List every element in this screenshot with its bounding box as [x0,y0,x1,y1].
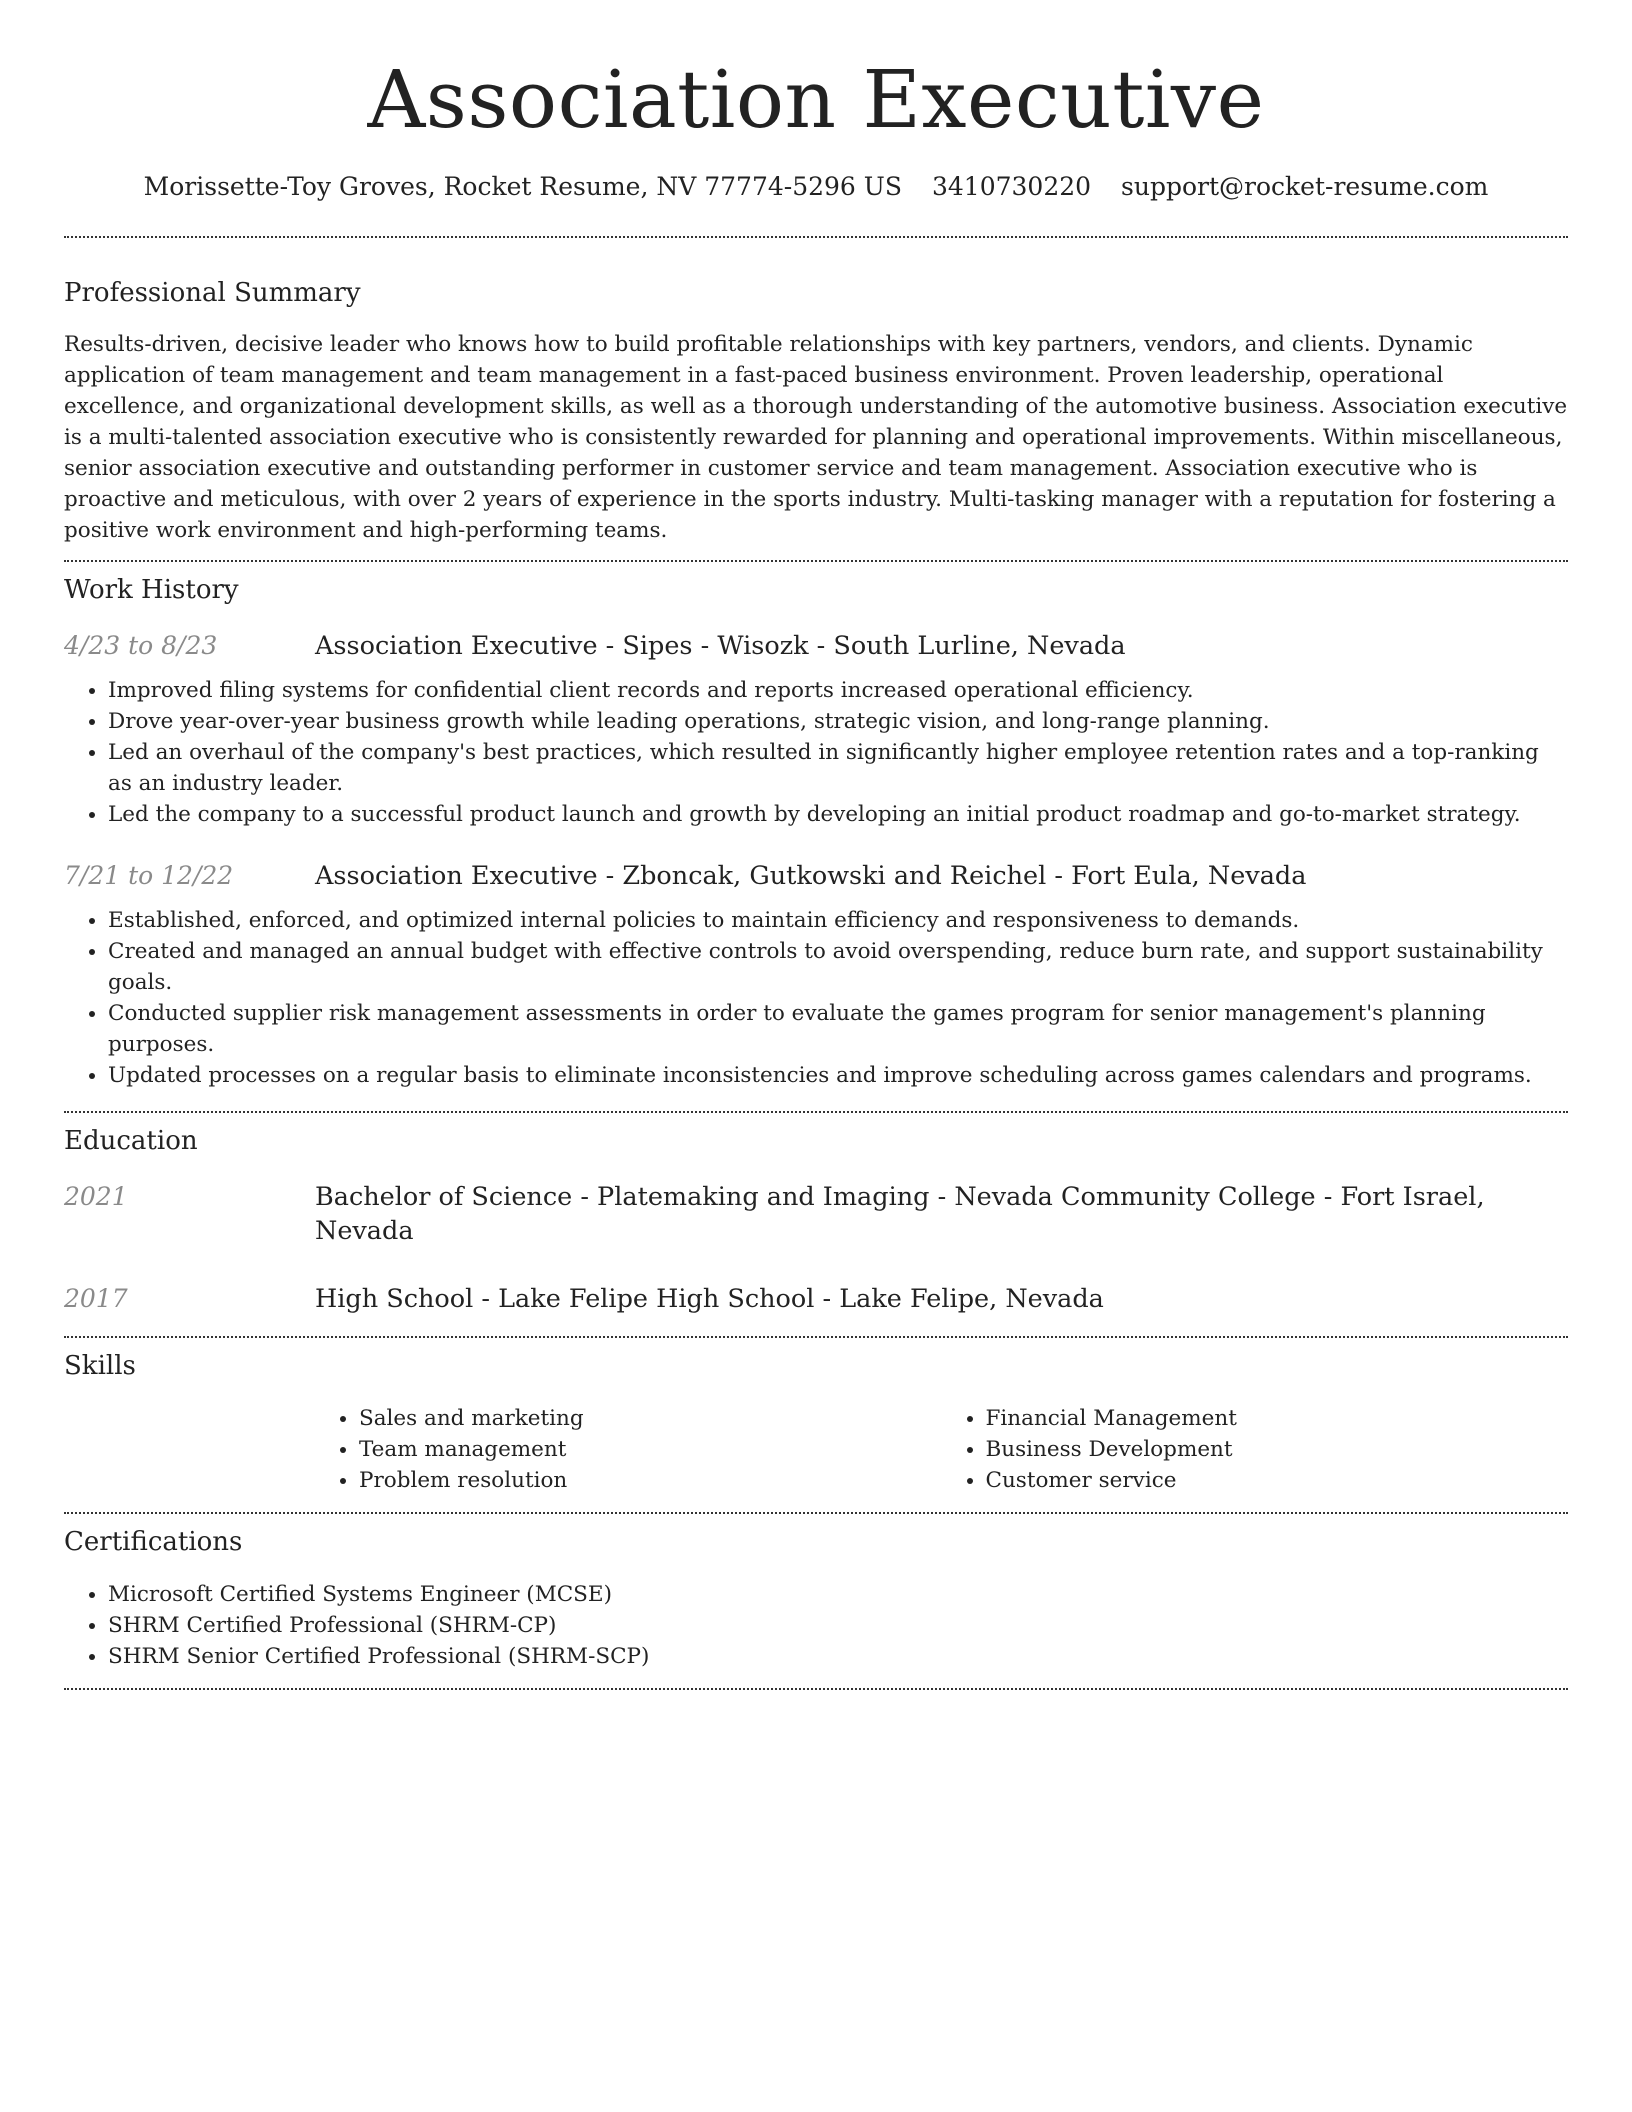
education-heading: Bachelor of Science - Platemaking and Imaging - Nevada Community College - Fort Israel, Nevada [315,1182,1485,1246]
skills-list-right [942,1403,1569,1496]
job-heading: Association Executive - Sipes - Wisozk - South Lurline, Nevada [315,631,1126,661]
skills-columns [315,1403,1568,1496]
section-divider [64,236,1568,238]
skills-list-left [315,1403,942,1496]
certifications-list [64,1579,1568,1672]
skill-item: • Problem resolution [359,1465,942,1496]
job-bullet: • Established, enforced, and optimized internal policies to maintain efficiency and responsiveness to demands. [108,905,1568,936]
certifications-title: Certifications [64,1527,243,1557]
work-history-title: Work History [64,575,239,605]
job-bullet: • Updated processes on a regular basis to eliminate inconsistencies and improve scheduling across games calendars and programs. [108,1060,1568,1091]
education-year: 2017 [64,1284,128,1313]
certification-item: • Microsoft Certified Systems Engineer (MCSE) [108,1579,1568,1610]
job-bullets [64,905,1568,1091]
summary-title: Professional Summary [64,278,361,308]
contact-address: Morissette-Toy Groves, Rocket Resume, NV 77774-5296 US [143,172,902,201]
certifications-section [64,1525,1568,1672]
job-dates: 4/23 to 8/23 [64,631,218,660]
skills-title: Skills [64,1351,136,1381]
education-entry [64,1282,1568,1316]
skill-item: • Customer service [986,1465,1569,1496]
education-entry [64,1180,1568,1248]
education-heading: High School - Lake Felipe High School - Lake Felipe, Nevada [315,1284,1104,1314]
contact-line [64,170,1568,204]
section-divider [64,1111,1568,1113]
job-entry [64,629,1568,830]
job-bullet: • Created and managed an annual budget with effective controls to avoid overspending, reduce burn rate, and support sustainability goals. [108,936,1568,998]
skills-section [64,1349,1568,1496]
job-entry [64,859,1568,1091]
job-bullet: • Led an overhaul of the company's best practices, which resulted in significantly higher employee retention rates and a top-ranking as an industry leader. [108,737,1568,799]
section-divider [64,560,1568,562]
work-history-section [64,573,1568,1091]
job-dates: 7/21 to 12/22 [64,861,234,890]
job-header [64,859,1568,893]
contact-email: support@rocket-resume.com [1121,172,1489,201]
summary-text: Results-driven, decisive leader who knows how to build profitable relationships with key partners, vendors, and clients. Dynamic application of team management and team management in a fast-paced business environment. Proven leadership, operational excellence, and organizational development skills, as well as a thorough understanding of the automotive business. Association executive is a multi-talented association executive who is consistently rewarded for planning and operational improvements. Within miscellaneous, senior association executive and outstanding performer in customer service and team management. Association executive who is proactive and meticulous, with over 2 years of experience in the sports industry. Multi-tasking manager with a reputation for fostering a positive work environment and high-performing teams. [64,332,1568,543]
job-bullet: • Drove year-over-year business growth while leading operations, strategic vision, and long-range planning. [108,706,1568,737]
resume-page [64,0,1568,1690]
education-section [64,1124,1568,1316]
job-bullets [64,675,1568,830]
job-bullet: • Improved filing systems for confidential client records and reports increased operational efficiency. [108,675,1568,706]
summary-section [64,276,1568,546]
skill-item: • Sales and marketing [359,1403,942,1434]
contact-phone: 3410730220 [931,172,1092,201]
section-divider [64,1336,1568,1338]
job-bullet: • Led the company to a successful product launch and growth by developing an initial product roadmap and go-to-market strategy. [108,799,1568,830]
job-header [64,629,1568,663]
skill-item: • Team management [359,1434,942,1465]
job-bullet: • Conducted supplier risk management assessments in order to evaluate the games program for senior management's planning purposes. [108,998,1568,1060]
skill-item: • Business Development [986,1434,1569,1465]
job-heading: Association Executive - Zboncak, Gutkowski and Reichel - Fort Eula, Nevada [315,861,1307,891]
education-year: 2021 [64,1182,128,1211]
section-divider [64,1688,1568,1690]
certification-item: • SHRM Senior Certified Professional (SHRM-SCP) [108,1641,1568,1672]
skill-item: • Financial Management [986,1403,1569,1434]
education-title: Education [64,1126,198,1156]
section-divider [64,1512,1568,1514]
candidate-name: Association Executive [367,53,1265,146]
certification-item: • SHRM Certified Professional (SHRM-CP) [108,1610,1568,1641]
